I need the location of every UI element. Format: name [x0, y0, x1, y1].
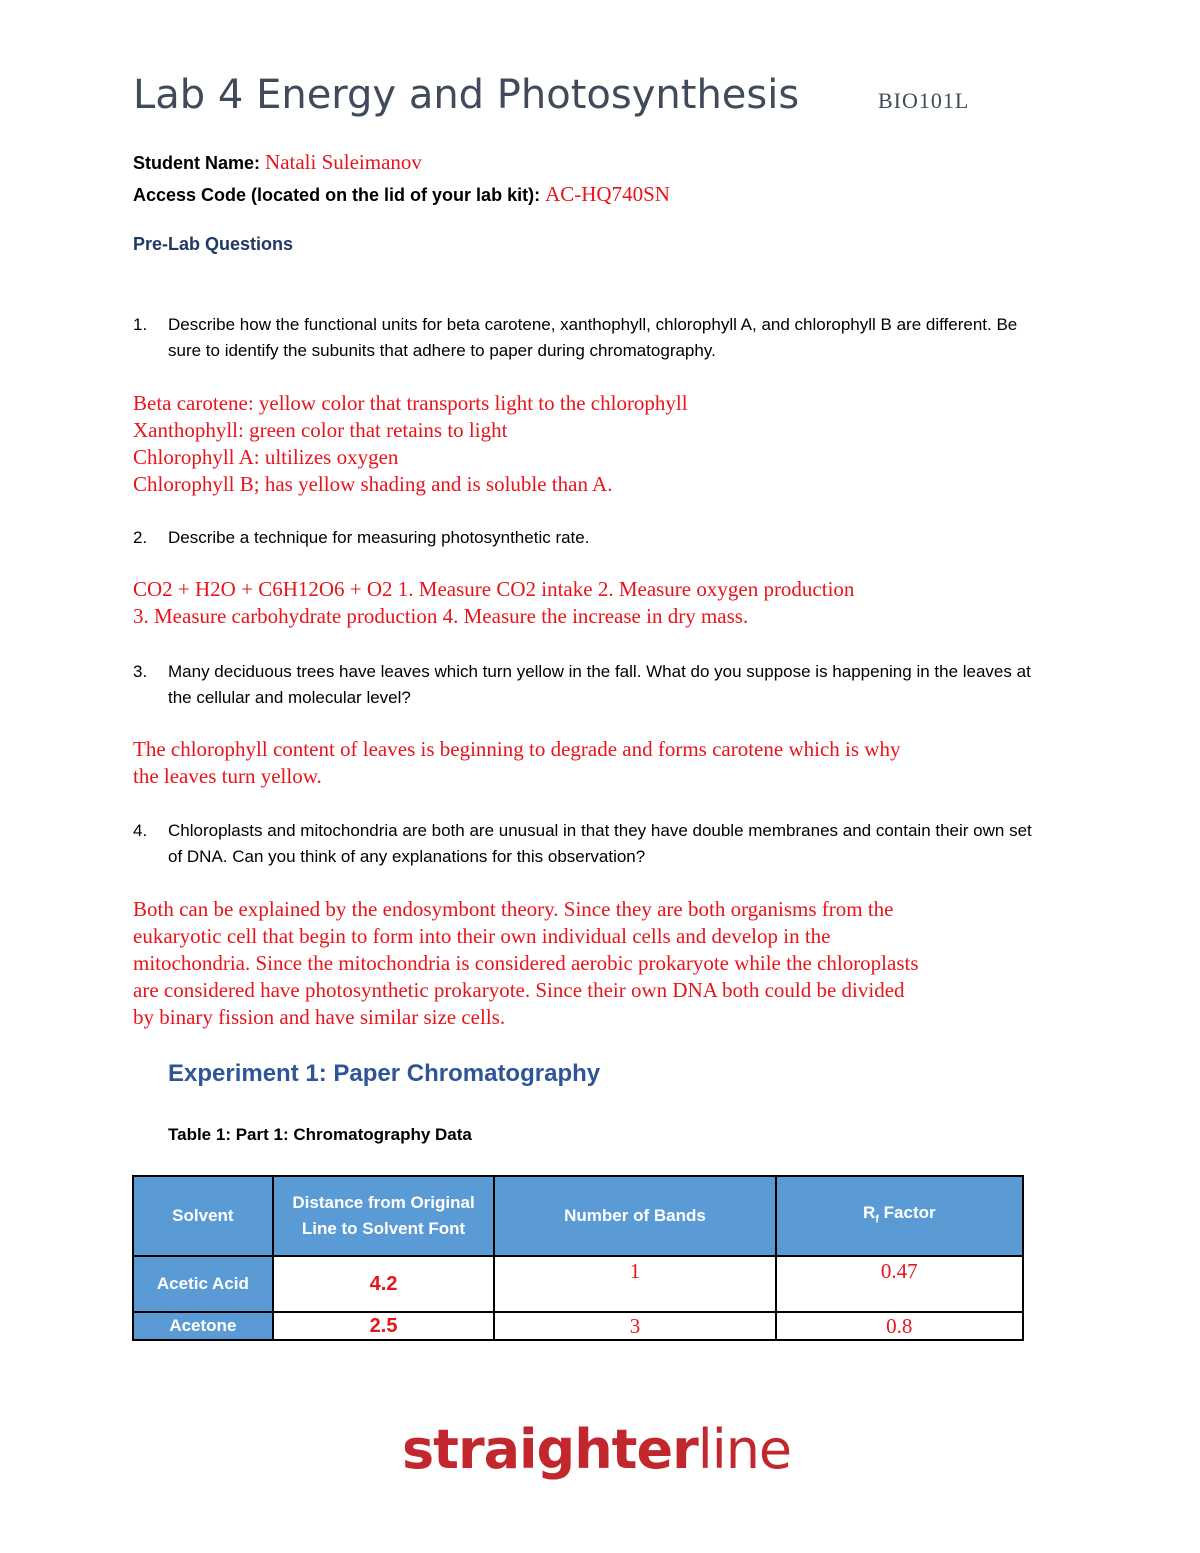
answer-line: 3. Measure carbohydrate production 4. Measure the increase in dry mass. [133, 604, 749, 628]
answer-line: Xanthophyll: green color that retains to light [133, 418, 508, 442]
course-code: BIO101L [878, 88, 970, 113]
answer-line: mitochondria. Since the mitochondria is considered aerobic prokaryote while the chloroplasts [133, 951, 919, 975]
access-code-value: AC-HQ740SN [545, 182, 670, 206]
experiment-heading: Experiment 1: Paper Chromatography [168, 1060, 601, 1087]
question-3 [133, 659, 1033, 711]
header-rf [776, 1176, 1023, 1256]
answer-line: by binary fission and have similar size cells. [133, 1005, 506, 1029]
cell-rf: 0.8 [776, 1312, 1023, 1340]
answer-line: Both can be explained by the endosymbont theory. Since they are both organisms from the [133, 897, 894, 921]
answer-3 [133, 736, 1033, 790]
cell-rf: 0.47 [776, 1256, 1023, 1312]
prelab-heading: Pre-Lab Questions [133, 234, 294, 254]
table-caption: Table 1: Part 1: Chromatography Data [168, 1125, 472, 1144]
cell-distance: 2.5 [273, 1312, 495, 1340]
question-2 [133, 525, 1033, 551]
answer-line: Chlorophyll B; has yellow shading and is soluble than A. [133, 472, 613, 496]
answer-line: the leaves turn yellow. [133, 764, 322, 788]
answer-line: CO2 + H2O + C6H12O6 + O2 1. Measure CO2 intake 2. Measure oxygen production [133, 577, 855, 601]
answer-line: are considered have photosynthetic prokaryote. Since their own DNA both could be divided [133, 978, 905, 1002]
access-code-label: Access Code (located on the lid of your lab kit): [133, 185, 541, 205]
answer-4 [133, 896, 1033, 1031]
logo-thin-text: line [697, 1418, 792, 1481]
question-4 [133, 818, 1033, 870]
student-name-value: Natali Suleimanov [265, 150, 422, 174]
cell-solvent: Acetone [133, 1312, 273, 1340]
header-distance-text: Distance from Original Line to Solvent Font [292, 1193, 475, 1238]
question-text: Describe a technique for measuring photosynthetic rate. [168, 528, 590, 547]
question-number: 3. [133, 662, 148, 681]
question-number: 4. [133, 821, 148, 840]
rf-main: R [862, 1202, 876, 1222]
header-bands: Number of Bands [494, 1176, 775, 1256]
cell-bands: 3 [494, 1312, 775, 1340]
student-name-label: Student Name: [133, 153, 261, 173]
table-row [133, 1256, 1023, 1312]
answer-line: Beta carotene: yellow color that transports light to the chlorophyll [133, 391, 688, 415]
question-1 [133, 312, 1033, 364]
header-solvent: Solvent [133, 1176, 273, 1256]
table-header-row [133, 1176, 1023, 1256]
question-text: Chloroplasts and mitochondria are both are unusual in that they have double membranes and contain their own set of DNA. Can you think of any explanations for this observation? [168, 821, 1032, 866]
rf-sub: f [875, 1213, 879, 1226]
cell-bands: 1 [494, 1256, 775, 1312]
question-number: 2. [133, 528, 148, 547]
chromatography-table [132, 1175, 1024, 1341]
cell-distance: 4.2 [273, 1256, 495, 1312]
table-row [133, 1312, 1023, 1340]
answer-2 [133, 576, 1033, 630]
header-distance [273, 1176, 495, 1256]
student-name-line [133, 150, 422, 175]
rf-suffix: Factor [878, 1202, 936, 1222]
answer-line: eukaryotic cell that begin to form into their own individual cells and develop in the [133, 924, 831, 948]
question-text: Describe how the functional units for beta carotene, xanthophyll, chlorophyll A, and chlorophyll B are different. Be sure to identify the subunits that adhere to paper during chromatography. [168, 315, 1018, 360]
logo-bold-text: straighter [402, 1418, 698, 1481]
question-text: Many deciduous trees have leaves which turn yellow in the fall. What do you suppose is happening in the leaves at the cellular and molecular level? [168, 662, 1031, 707]
answer-1 [133, 390, 1033, 498]
answer-line: Chlorophyll A: ultilizes oxygen [133, 445, 399, 469]
straighterline-logo [402, 1418, 791, 1481]
answer-line: The chlorophyll content of leaves is beginning to degrade and forms carotene which is why [133, 737, 901, 761]
page-title: Lab 4 Energy and Photosynthesis [133, 72, 800, 118]
cell-solvent: Acetic Acid [133, 1256, 273, 1312]
access-code-line [133, 182, 670, 207]
question-number: 1. [133, 315, 148, 334]
